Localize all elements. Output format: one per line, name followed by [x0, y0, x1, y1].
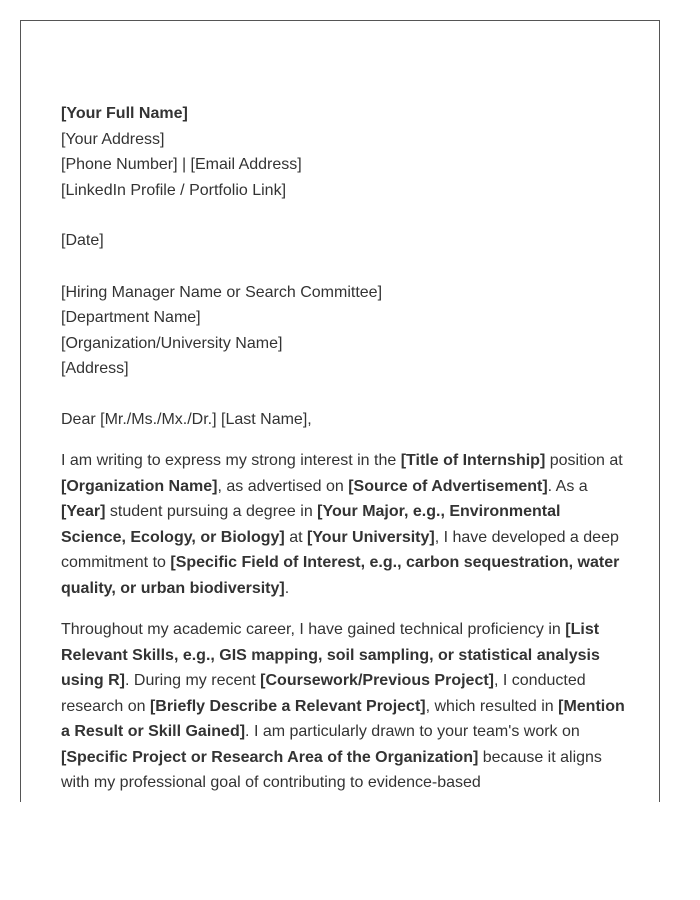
- placeholder-field: [Specific Project or Research Area of the Organization]: [61, 748, 479, 766]
- body-text: , I conducted research on: [61, 672, 586, 715]
- body-text: I am writing to express my strong interest in the: [61, 452, 401, 469]
- placeholder-field: [List Relevant Skills, e.g., GIS mapping, soil sampling, or statistical analysis using R]: [61, 621, 600, 689]
- body-text: .: [284, 579, 290, 597]
- salutation-block: [61, 407, 626, 433]
- placeholder-field: [Title of Internship]: [400, 452, 546, 469]
- body-text: , as advertised on: [217, 477, 349, 495]
- body-text: position at: [545, 452, 623, 469]
- placeholder-field: [Source of Advertisement]: [348, 477, 548, 495]
- body-text: at: [284, 528, 307, 546]
- document-page: [20, 20, 660, 802]
- placeholder-field: [Your Major, e.g., Environmental Science, Ecology, or Biology]: [61, 503, 561, 546]
- letter-content: [61, 101, 626, 796]
- salutation: Dear [Mr./Ms./Mx./Dr.] [Last Name],: [61, 410, 312, 428]
- recipient-organization: [Organization/University Name]: [61, 334, 283, 352]
- body-text: student pursuing a degree in: [105, 503, 318, 520]
- body-text: . During my recent: [125, 672, 261, 689]
- sender-contact: [Phone Number] | [Email Address]: [61, 156, 302, 173]
- letter-date: [Date]: [61, 232, 104, 249]
- placeholder-field: [Coursework/Previous Project]: [260, 672, 494, 689]
- placeholder-field: [Mention a Result or Skill Gained]: [61, 697, 625, 740]
- placeholder-field: [Specific Field of Interest, e.g., carbon sequestration, water quality, or urban biodiversity]: [61, 554, 620, 597]
- recipient-name: [Hiring Manager Name or Search Committee]: [61, 283, 383, 301]
- recipient-department: [Department Name]: [61, 309, 201, 326]
- placeholder-field: [Year]: [61, 503, 106, 520]
- body-text: , I have developed a deep commitment to: [61, 528, 619, 571]
- sender-full-name: [Your Full Name]: [61, 105, 188, 122]
- body-text: , which resulted in: [425, 697, 559, 715]
- body-paragraph-2: [61, 617, 626, 796]
- body-text: Throughout my academic career, I have gained technical proficiency in: [61, 621, 566, 638]
- sender-block: [61, 101, 626, 203]
- body-text: . I am particularly drawn to your team's work on: [245, 723, 580, 740]
- placeholder-field: [Your University]: [306, 528, 435, 546]
- placeholder-field: [Organization Name]: [61, 477, 218, 495]
- sender-profile: [LinkedIn Profile / Portfolio Link]: [61, 181, 287, 199]
- body-text: because it aligns with my professional goal of contributing to evidence-based: [61, 748, 602, 791]
- placeholder-field: [Briefly Describe a Relevant Project]: [149, 697, 426, 715]
- letter-body: [61, 448, 626, 796]
- recipient-block: [61, 280, 626, 382]
- sender-address: [Your Address]: [61, 130, 165, 148]
- date-block: [61, 228, 626, 254]
- recipient-address: [Address]: [61, 360, 129, 377]
- body-paragraph-1: [61, 448, 626, 601]
- body-text: . As a: [547, 477, 588, 495]
